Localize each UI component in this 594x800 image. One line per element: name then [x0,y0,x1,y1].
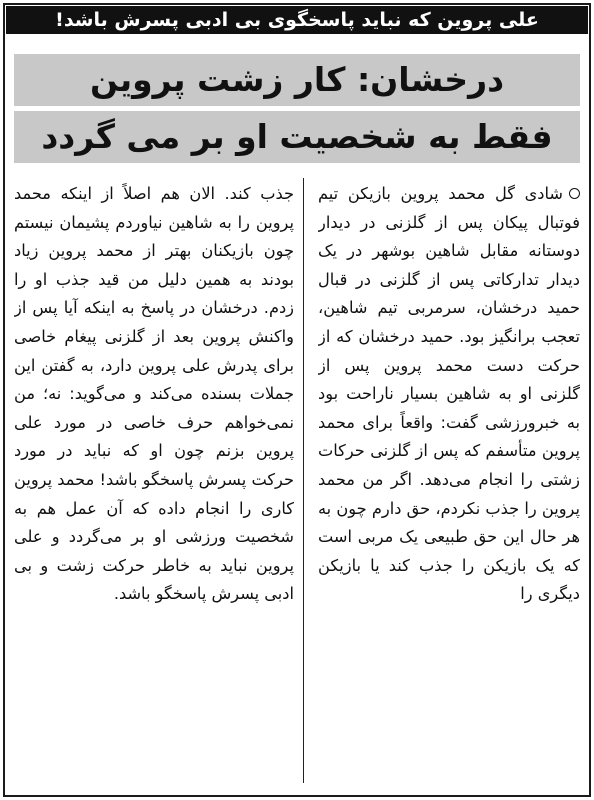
circle-bullet-icon [569,188,580,199]
article-text-right: شادی گل محمد پروین بازیکن تیم فوتبال پیکان پس از گلزنی در دیدار دوستانه مقابل شاهین بوشهر در یک دیدار تدارکاتی پس از گلزنی در قبال حمید درخشان، سرمربی تیم شاهین، تعجب برانگیز بود. حمید درخشان که از حرکت دست محمد پروین پس از گلزنی او به شاهین بسیار ناراحت بود به خبرورزشی گفت: واقعاً برای محمد پروین متأسفم که پس از گلزنی حرکات زشتی را انجام می‌دهد. اگر من محمد پروین را جذب نکردم، حق دارم چون به هر حال این حق طبیعی یک مربی است که یک بازیکن را جذب کند یا بازیکن دیگری را [318,184,580,604]
article-text-left: جذب کند. الان هم اصلاً از اینکه محمد پروین را به شاهین نیاوردم پشیمان نیستم چون بازیکنان بهتر از محمد پروین زیاد بودند به همین دلیل من قید جذب او را زدم. درخشان در پاسخ به اینکه آیا پس از واکنش پروین بعد از گلزنی پیغام خاصی برای پدرش علی پروین دارد، به گفتن این جملات بسنده می‌کند و می‌گوید: نه؛ من نمی‌خواهم حرف خاصی در مورد علی پروین بزنم چون او که نباید در مورد حرکت پسرش پاسخگو باشد! محمد پروین کاری را انجام داده که آن عمل هم به شخصیت ورزشی او بر می‌گردد و علی پروین نباید به خاطر حرکت زشت و بی ادبی پسرش پاسخگو باشد. [14,184,294,604]
article-column-left [14,180,294,780]
headline-line-2: فقط به شخصیت او بر می گردد [14,111,580,163]
column-divider [303,178,304,783]
headline-line-1: درخشان: کار زشت پروین [14,54,580,106]
top-banner: علی پروین که نباید پاسخگوی بی ادبی پسرش باشد! [6,6,588,34]
article-column-right [318,180,580,780]
